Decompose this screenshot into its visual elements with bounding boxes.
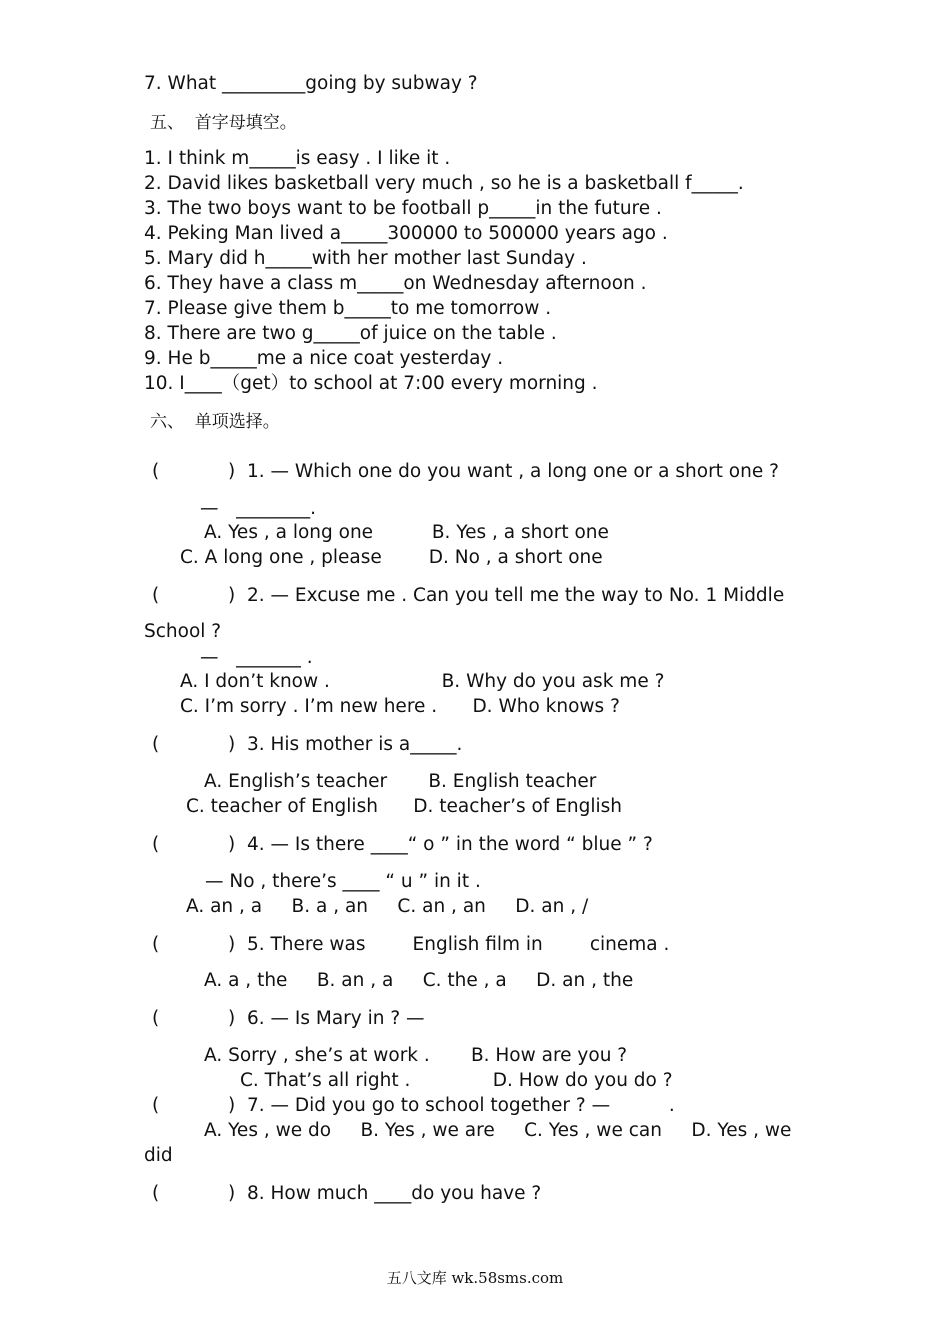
mc-6-options-cd: C. That’s all right . D. How do you do ? (240, 1070, 673, 1091)
mc-question-5: ) 5. There was English film in cinema . (228, 934, 670, 955)
fill-item-5: 5. Mary did h_____with her mother last Sunday . (144, 248, 587, 269)
mc-3-options-ab: A. English’s teacher B. English teacher (204, 771, 597, 792)
mc-2-options-cd: C. I’m sorry . I’m new here . D. Who knows ? (180, 696, 620, 717)
answer-paren-1: ( (152, 461, 160, 482)
answer-paren-2: ( (152, 585, 160, 606)
fill-item-1: 1. I think m_____is easy . I like it . (144, 148, 451, 169)
answer-paren-7: ( (152, 1095, 160, 1116)
answer-paren-6: ( (152, 1008, 160, 1029)
mc-6-options-ab: A. Sorry , she’s at work . B. How are you ? (204, 1045, 628, 1066)
mc-question-7: ) 7. — Did you go to school together ? — . (228, 1095, 675, 1116)
mc-5-options: A. a , the B. an , a C. the , a D. an , the (204, 970, 634, 991)
mc-question-8: ) 8. How much ____do you have ? (228, 1183, 542, 1204)
fill-item-3: 3. The two boys want to be football p_____in the future . (144, 198, 662, 219)
mc-7-options: A. Yes , we do B. Yes , we are C. Yes , we can D. Yes , we (204, 1120, 792, 1141)
mc-3-options-cd: C. teacher of English D. teacher’s of English (186, 796, 622, 817)
section-5-title: 五、 首字母填空。 (150, 113, 297, 133)
mc-2-options-ab: A. I don’t know . B. Why do you ask me ? (180, 671, 665, 692)
mc-4-options: A. an , a B. a , an C. an , an D. an , / (186, 896, 589, 917)
answer-paren-3: ( (152, 734, 160, 755)
fill-item-7: 7. Please give them b_____to me tomorrow . (144, 298, 552, 319)
question-7-line: 7. What _________going by subway ? (144, 73, 478, 94)
mc-4-reply: — No , there’s ____ “ u ” in it . (205, 871, 481, 892)
mc-1-reply: — ________. (200, 498, 317, 519)
fill-item-8: 8. There are two g_____of juice on the table . (144, 323, 557, 344)
mc-question-6: ) 6. — Is Mary in ? — (228, 1008, 425, 1029)
mc-question-4: ) 4. — Is there ____“ o ” in the word “ blue ” ? (228, 834, 653, 855)
fill-item-9: 9. He b_____me a nice coat yesterday . (144, 348, 504, 369)
mc-7-options-continued: did (144, 1145, 173, 1166)
page-footer: 五八文库 wk.58sms.com (386, 1269, 564, 1287)
fill-item-2: 2. David likes basketball very much , so he is a basketball f_____. (144, 173, 744, 194)
mc-question-3: ) 3. His mother is a_____. (228, 734, 463, 755)
answer-paren-5: ( (152, 934, 160, 955)
fill-item-6: 6. They have a class m_____on Wednesday afternoon . (144, 273, 647, 294)
mc-2-stem-continued: School ? (144, 621, 222, 642)
answer-paren-8: ( (152, 1183, 160, 1204)
mc-1-options-cd: C. A long one , please D. No , a short one (180, 547, 603, 568)
mc-question-2: ) 2. — Excuse me . Can you tell me the way to No. 1 Middle (228, 585, 785, 606)
section-6-title: 六、 单项选择。 (150, 412, 280, 432)
mc-1-options-ab: A. Yes , a long one B. Yes , a short one (204, 522, 609, 543)
fill-item-4: 4. Peking Man lived a_____300000 to 500000 years ago . (144, 223, 668, 244)
mc-question-1: ) 1. — Which one do you want , a long one or a short one ? (228, 461, 779, 482)
fill-item-10: 10. I____（get）to school at 7:00 every morning . (144, 373, 598, 394)
mc-2-reply: — _______ . (200, 647, 313, 668)
answer-paren-4: ( (152, 834, 160, 855)
